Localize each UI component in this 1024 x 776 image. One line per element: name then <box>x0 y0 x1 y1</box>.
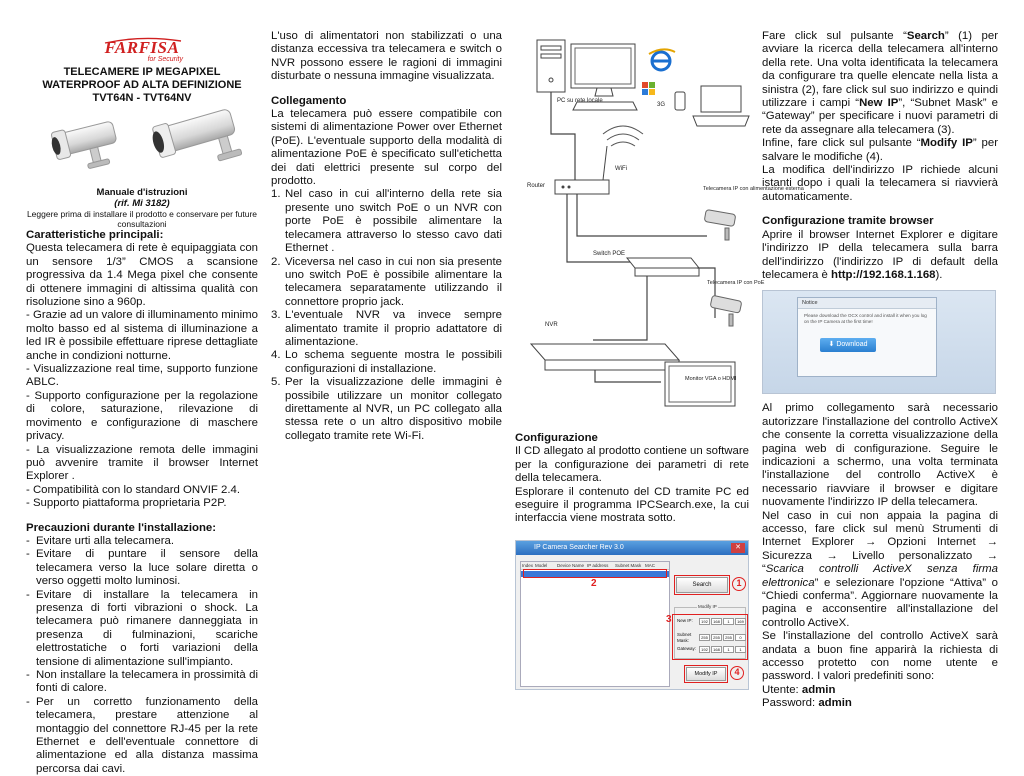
default-password: Password: admin <box>762 697 852 710</box>
new-ip-label: New IP: <box>677 618 693 624</box>
new-ip-octet[interactable]: 169 <box>735 618 746 625</box>
features-heading: Caratteristiche principali: <box>26 229 164 241</box>
numbered-item: 5. Per la visualizzazione delle immagini è possibile utilizzare un monitor collegato direttamente al NVR, un PC collegato alla stessa rete o un altro dispositivo mobile collegato tramite rete Wi-Fi. <box>271 376 502 442</box>
browser-instructions: Aprire il browser Internet Explorer e digitare l'indirizzo IP della telecamera sulla barra dell'indirizzo (l'indirizzo IP di default della telecamera è http://192.168.1.168). <box>762 228 998 281</box>
default-user: Utente: admin <box>762 683 836 696</box>
download-label: Download <box>836 341 868 349</box>
modify-highlight <box>684 665 728 683</box>
feature-item: - La visualizzazione remota delle immagini può avvenire tramite il browser Internet Explorer . <box>26 443 258 483</box>
subnet-octet[interactable]: 255 <box>699 634 710 641</box>
laptop-icon <box>693 86 749 126</box>
installation-diagram <box>515 30 804 432</box>
highlight-box-2 <box>523 569 667 578</box>
poe-switch-icon <box>627 258 699 276</box>
nvr-icon <box>531 344 679 370</box>
marker-2: 2 <box>591 577 597 589</box>
subnet-label: Subnet Mask: <box>677 631 692 643</box>
camera-1-label: Telecamera IP con alimentazione esterna <box>703 186 804 192</box>
precaution-item: - Evitare di installare la telecamera in presenza di forti vibrazioni o shock. La telecamera può rimanere danneggiata in presenza di fulminazioni, scariche elettrostatiche o forti variazioni della tensione di alimentazione sull'impianto. <box>26 588 258 668</box>
logo-swoosh-icon <box>99 37 185 45</box>
wifi-waves-icon <box>603 126 643 146</box>
marker-4: 4 <box>730 666 744 680</box>
gateway-octet[interactable]: 1 <box>723 646 734 653</box>
manual-note: Leggere prima di installare il prodotto e conservare per future consultazioni <box>26 209 258 229</box>
gateway-octet[interactable]: 168 <box>711 646 722 653</box>
marker-1: 1 <box>732 577 746 591</box>
poe-paragraph: La telecamera può essere compatibile con sistemi di alimentazione Power over Ethernet (PoE). L'eventuale supporto della modalità di alimentazione PoE è specificato sull'etichetta dei dati elettrici presente sul corpo del prodotto. <box>271 108 502 188</box>
feature-item: - Visualizzazione real time, supporto funzione ABLC. <box>26 363 258 389</box>
config-paragraph-1: Il CD allegato al prodotto contiene un software per la configurazione dei parametri di rete della telecamera. <box>515 445 749 485</box>
login-paragraph: Se l'installazione del controllo ActiveX sarà andata a buon fine apparirà la richiesta di accesso protetto con nome utente e password. I valori predefiniti sono: <box>762 630 998 683</box>
activex-paragraph: Al primo collegamento sarà necessario autorizzare l'installazione del controllo ActiveX che consente la corretta visualizzazione della pagina web di configurazione. Seguire le indicazioni a schermo, una volta terminata l'installazione del controllo ActiveX è necessario riavviare il browser e digitare nuovamente l'indirizzo IP della telecamera. <box>762 402 998 509</box>
search-highlight <box>674 575 730 595</box>
col-mac: MAC <box>645 562 655 568</box>
brand-name: FARFISA <box>104 38 180 57</box>
fields-highlight <box>672 614 748 660</box>
precaution-item: - Per un corretto funzionamento della telecamera, prestare attenzione al montaggio del connettore RJ-45 per la rete Ethernet e dell'eventuale connettore di alimentazione ed alla distanza massima percorsa dai cavi. <box>26 695 258 775</box>
gateway-octet[interactable]: 1 <box>735 646 746 653</box>
bullet-cameras-image <box>26 111 258 187</box>
3g-label: 3G <box>657 102 666 108</box>
numbered-item: 4. Lo schema seguente mostra le possibili configurazioni di installazione. <box>271 349 502 375</box>
new-ip-octet[interactable]: 1 <box>723 618 734 625</box>
marker-3: 3 <box>666 613 672 625</box>
numbered-item: 2. Viceversa nel caso in cui non sia presente uno switch PoE è possibile alimentare la telecamera separatamente utilizzando il connettore proprio jack. <box>271 255 502 308</box>
ipcsearch-window <box>515 540 749 690</box>
gateway-octet[interactable]: 192 <box>699 646 710 653</box>
reboot-note: La modifica dell'indirizzo IP richiede alcuni istanti dopo i quali la telecamera si riavvierà automaticamente. <box>762 164 998 203</box>
display-monitor-icon <box>665 362 735 406</box>
intro-paragraph: L'uso di alimentatori non stabilizzati o una distanza eccessiva tra telecamera e switch o NVR possono essere le ragioni di immagini disturbate o nessuna immagine visualizzata. <box>271 30 502 83</box>
col-index: Index <box>522 562 534 568</box>
search-button[interactable]: Search <box>676 577 728 593</box>
numbered-item: 1. Nel caso in cui all'interno della rete sia presente uno switch PoE o un NVR con porte PoE è possibile alimentare la telecamera attraverso lo stesso cavo dati Ethernet . <box>271 188 502 255</box>
feature-item: - Grazie ad un valore di illuminamento minimo molto basso ed al sistema di illuminazione a led IR è possibile effettuare riprese dettagliate anche in condizioni notturne. <box>26 309 258 362</box>
farfisa-logo <box>99 40 185 62</box>
brand-tagline: for Security <box>147 56 183 63</box>
manual-title: Manuale d'istruzioni <box>96 187 188 198</box>
precautions-heading: Precauzioni durante l'installazione: <box>26 521 217 534</box>
collegamento-heading: Collegamento <box>271 94 347 107</box>
camera-2-label: Telecamera IP con PoE <box>707 280 765 286</box>
close-icon[interactable]: ✕ <box>731 543 745 553</box>
col-ip: IP address <box>587 562 609 568</box>
title-line-3: TVT64N - TVT64NV <box>92 92 192 104</box>
switch-label: Switch POE <box>593 251 626 257</box>
browser-config-heading: Configurazione tramite browser <box>762 215 934 228</box>
precaution-item: - Evitare di puntare il sensore della telecamera verso la luce solare diretta o verso oggetti molto luminosi. <box>26 548 258 588</box>
wifi-label: WiFi <box>615 166 627 172</box>
router-icon <box>555 146 609 194</box>
col-device-name: Device Name <box>557 562 585 568</box>
feature-item: - Supporto piattaforma proprietaria P2P. <box>26 497 227 510</box>
download-icon: ⬇ <box>828 341 835 349</box>
ocx-notice-screenshot <box>762 290 996 394</box>
config-paragraph-2: Esplorare il contenuto del CD tramite PC ed eseguire il programma IPCSearch.exe, la cui interfaccia viene mostrata sotto. <box>515 485 749 525</box>
new-ip-octet[interactable]: 168 <box>711 618 722 625</box>
new-ip-octet[interactable]: 192 <box>699 618 710 625</box>
router-label: Router <box>527 183 546 189</box>
nvr-label: NVR <box>545 322 558 328</box>
manual-ref: (rif. Mi 3182) <box>114 198 170 209</box>
column-2 <box>271 30 502 755</box>
title-line-1: TELECAMERE IP MEGAPIXEL <box>63 66 221 78</box>
col-mask: Subnet Mask <box>615 562 642 568</box>
precaution-item: - Non installare la telecamera in prossimità di fonti di calore. <box>26 669 258 695</box>
modify-instructions: Infine, fare click sul pulsante “Modify IP” per salvare le modifiche (4). <box>762 137 998 163</box>
pc-label: PC su rete locale <box>557 98 603 104</box>
subnet-octet[interactable]: 255 <box>723 634 734 641</box>
column-1 <box>26 0 258 775</box>
search-instructions: Fare click sul pulsante “Search” (1) per avviare la ricerca della telecamera all'interno della rete. Una volta identificata la telecamera da configurare tra quelle elencate nella lista a sinistra (2), fare click sul suo indirizzo e quindi utilizzare i campi “New IP”, “Subnet Mask” e “Gateway” per specificare i nuovi parametri di rete da assegnare alla telecamera (3). <box>762 30 998 136</box>
configurazione-heading: Configurazione <box>515 432 598 444</box>
ipcsearch-titlebar <box>516 541 748 555</box>
precaution-item: - Evitare urti alla telecamera. <box>26 534 175 547</box>
notice-title: Notice <box>798 298 936 309</box>
feature-item: Questa telecamera di rete è equipaggiata con un sensore 1/3” CMOS a scansione progressiva da 1.4 Mega pixel che consente di ottenere immagini di altissima qualità con risoluzione sino a 960p. <box>26 242 258 309</box>
smartphone-icon <box>675 92 685 110</box>
windows-icon <box>642 82 655 95</box>
notice-text: Please download the OCX control and install it when you log on the IP Camera at the first time! <box>804 313 927 325</box>
column-4 <box>762 30 998 755</box>
notice-dialog <box>797 297 937 377</box>
feature-item: - Compatibilità con lo standard ONVIF 2.4. <box>26 483 240 496</box>
activex-security-paragraph: Nel caso in cui non appaia la pagina di accesso, fare click sul menù Strumenti di Internet Explorer → Opzioni Internet → Sicurezza → Livello personalizzato → “Scarica controlli ActiveX senza firma elettronica” e selezionare l'opzione “Attiva” o “Chiedi conferma”. Aggiornare nuovamente la pagina e acconsentire all'installazione del controllo ActiveX. <box>762 509 998 629</box>
device-table[interactable] <box>520 561 670 687</box>
col-model: Model <box>535 562 548 568</box>
numbered-item: 3. L'eventuale NVR va invece sempre alimentato tramite il proprio adattatore di alimentazione. <box>271 309 502 348</box>
product-title <box>26 66 258 105</box>
modify-ip-button[interactable]: Modify IP <box>686 667 726 681</box>
camera-photos <box>26 111 258 187</box>
subnet-octet[interactable]: 0 <box>735 634 746 641</box>
modify-ip-group-label: Modify IP <box>698 603 717 609</box>
title-line-2: WATERPROOF AD ALTA DEFINIZIONE <box>42 79 242 91</box>
subnet-octet[interactable]: 255 <box>711 634 722 641</box>
monitor-label: Monitor VGA o HDMI <box>685 376 737 382</box>
ipcsearch-title: IP Camera Searcher Rev 3.0 <box>534 543 624 551</box>
feature-item: - Supporto configurazione per la regolazione di colore, saturazione, rilevazione di movimento e configurazione di maschere privacy. <box>26 389 258 443</box>
gateway-label: Gateway: <box>677 646 697 652</box>
download-button[interactable] <box>820 338 876 352</box>
camera-external-power-icon <box>704 209 736 240</box>
pc-tower-icon <box>537 40 565 92</box>
internet-explorer-icon <box>649 49 675 70</box>
